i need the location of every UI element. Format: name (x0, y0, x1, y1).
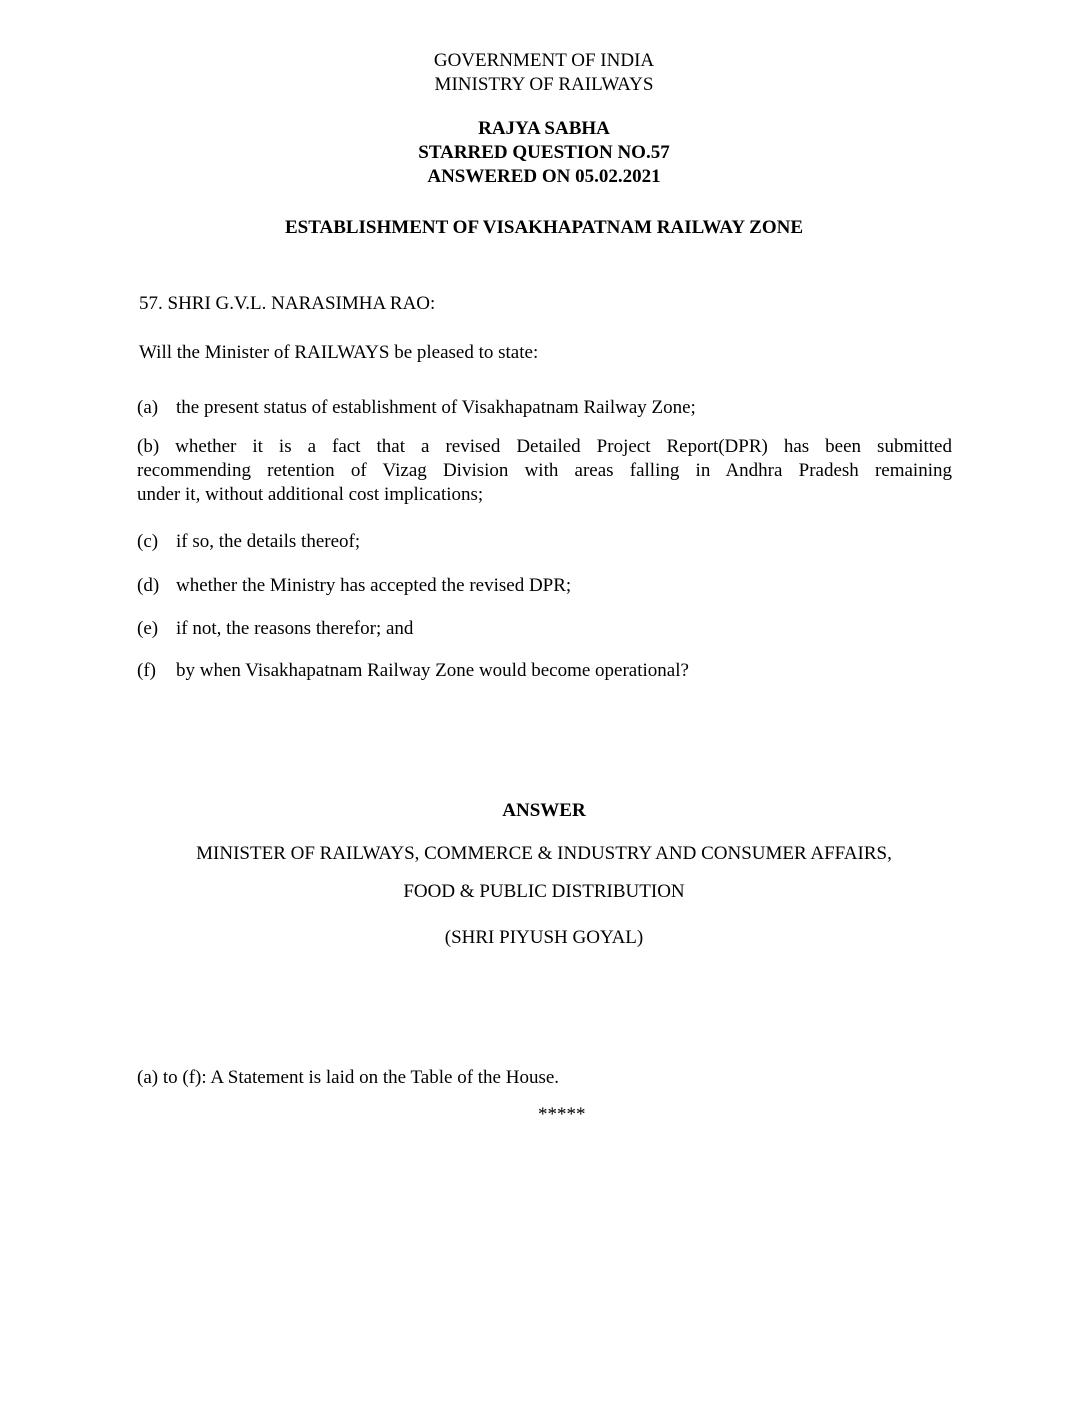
answer-statement: (a) to (f): A Statement is laid on the Table of the House. (137, 1067, 560, 1088)
question-b-line1: (b) whether it is a fact that a revised Detailed Project Report(DPR) has been submitted (137, 436, 952, 457)
ministry-heading: MINISTRY OF RAILWAYS (434, 74, 654, 95)
question-e-text: if not, the reasons therefor; and (176, 618, 414, 639)
question-f-label: (f) (137, 660, 156, 681)
minister-name: (SHRI PIYUSH GOYAL) (444, 927, 644, 948)
minister-title-line1: MINISTER OF RAILWAYS, COMMERCE & INDUSTRY AND CONSUMER AFFAIRS, (196, 843, 892, 864)
question-a-text: the present status of establishment of Visakhapatnam Railway Zone; (176, 397, 696, 418)
question-c-text: if so, the details thereof; (176, 531, 361, 552)
subject-title: ESTABLISHMENT OF VISAKHAPATNAM RAILWAY ZONE (284, 217, 804, 238)
answer-date: ANSWERED ON 05.02.2021 (427, 166, 661, 187)
question-number: STARRED QUESTION NO.57 (418, 142, 670, 163)
question-b-line3: under it, without additional cost implications; (137, 484, 484, 505)
minister-title-line2: FOOD & PUBLIC DISTRIBUTION (403, 881, 685, 902)
question-intro: Will the Minister of RAILWAYS be pleased to state: (139, 342, 539, 363)
question-c-label: (c) (137, 531, 159, 552)
question-a-label: (a) (137, 397, 159, 418)
house-heading: RAJYA SABHA (478, 118, 610, 139)
question-d-text: whether the Ministry has accepted the revised DPR; (176, 575, 572, 596)
question-b-line2: recommending retention of Vizag Division with areas falling in Andhra Pradesh remaining (137, 460, 952, 481)
question-e-label: (e) (137, 618, 159, 639)
questioner-name: 57. SHRI G.V.L. NARASIMHA RAO: (139, 293, 436, 314)
answer-heading: ANSWER (502, 800, 586, 821)
end-mark: ***** (538, 1104, 586, 1125)
government-heading: GOVERNMENT OF INDIA (433, 50, 655, 71)
question-d-label: (d) (137, 575, 160, 596)
question-f-text: by when Visakhapatnam Railway Zone would become operational? (176, 660, 689, 681)
